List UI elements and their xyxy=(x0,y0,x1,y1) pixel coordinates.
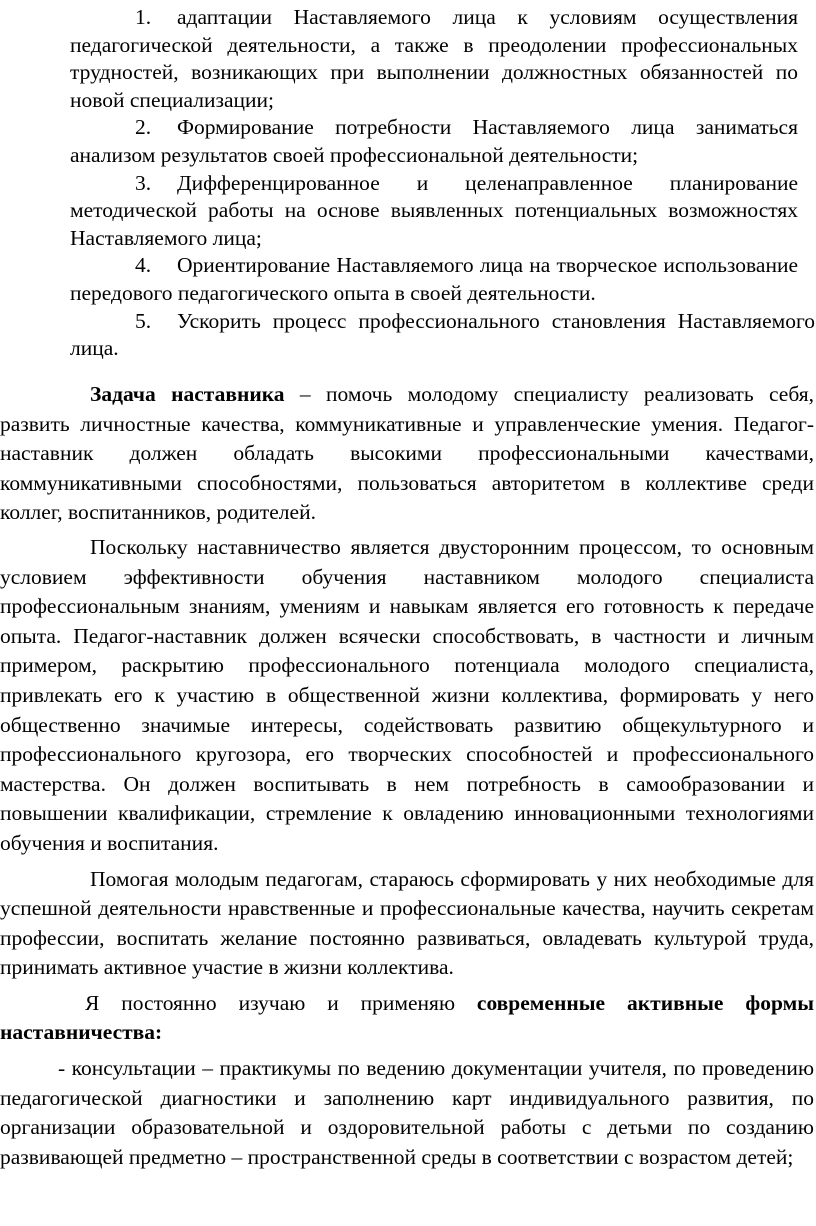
list-item xyxy=(70,252,798,307)
list-text: Ускорить процесс профессионального становления Наставляемого лица. xyxy=(70,308,815,361)
list-item xyxy=(70,4,798,114)
mentor-task-paragraph xyxy=(0,380,814,528)
list-item xyxy=(70,114,798,169)
list-text: Дифференцированное и целенаправленное планирование методической работы на основе выявленных потенциальных возможностях Наставляемого лица; xyxy=(70,170,798,250)
list-number: 2. xyxy=(135,115,152,140)
list-item xyxy=(70,308,815,363)
consultations-paragraph: - консультации – практикумы по ведению документации учителя, по проведению педагогической диагностики и заполнению карт индивидуального развития, по организации образовательной и оздоровительной работы с детьми по созданию развивающей предметно – пространственной среды в соответствии с возрастом детей; xyxy=(0,1056,814,1169)
list-number: 3. xyxy=(135,170,152,195)
list-number: 1. xyxy=(135,5,152,29)
list-item xyxy=(70,170,798,253)
active-forms-lead: Я постоянно изучаю и применяю xyxy=(85,990,477,1015)
goals-list xyxy=(70,4,815,363)
list-number: 5. xyxy=(135,308,152,333)
document-body xyxy=(0,380,814,1172)
two-sided-process-paragraph: Поскольку наставничество является двусторонним процессом, то основным условием эффективности обучения наставником молодого специалиста профессиональным знаниям, умениям и навыкам является его готовность к передаче опыта. Педагог-наставник должен всячески способствовать, в частности и личным примером, раскрытию профессионального потенциала молодого специалиста, привлекать его к участию в общественной жизни коллектива, формировать у него общественно значимые интересы, содействовать развитию общекультурного и профессионального кругозора, его творческих способностей и профессионального мастерства. Он должен воспитывать в нем потребность в самообразовании и повышении квалификации, стремление к овладению инновационными технологиями обучения и воспитания. xyxy=(0,534,814,855)
helping-teachers-paragraph: Помогая молодым педагогам, стараюсь сформировать у них необходимые для успешной деятельности нравственные и профессиональные качества, научить секретам профессии, воспитать желание постоянно развиваться, овладевать культурой труда, принимать активное участие в жизни коллектива. xyxy=(0,866,814,980)
list-text: Ориентирование Наставляемого лица на творческое использование передового педагогического опыта в своей деятельности. xyxy=(70,253,798,305)
list-text: Формирование потребности Наставляемого лица заниматься анализом результатов своей профессиональной деятельности; xyxy=(70,115,798,167)
active-forms-term: современные активные формы наставничества: xyxy=(0,990,815,1045)
list-number: 4. xyxy=(135,253,152,278)
list-text: адаптации Наставляемого лица к условиям осуществления педагогической деятельности, а также в преодолении профессиональных трудностей, возникающих при выполнении должностных обязанностей по новой специализации; xyxy=(70,5,798,112)
active-forms-paragraph xyxy=(0,989,814,1048)
mentor-task-text: – помочь молодому специалисту реализовать себя, развить личностные качества, коммуникативные и управленческие умения. Педагог-наставник должен обладать высокими профессиональными качествами, коммуникативными способностями, пользоваться авторитетом в коллективе среди коллег, воспитанников, родителей. xyxy=(0,382,814,525)
mentor-task-term: Задача наставника xyxy=(90,382,285,406)
